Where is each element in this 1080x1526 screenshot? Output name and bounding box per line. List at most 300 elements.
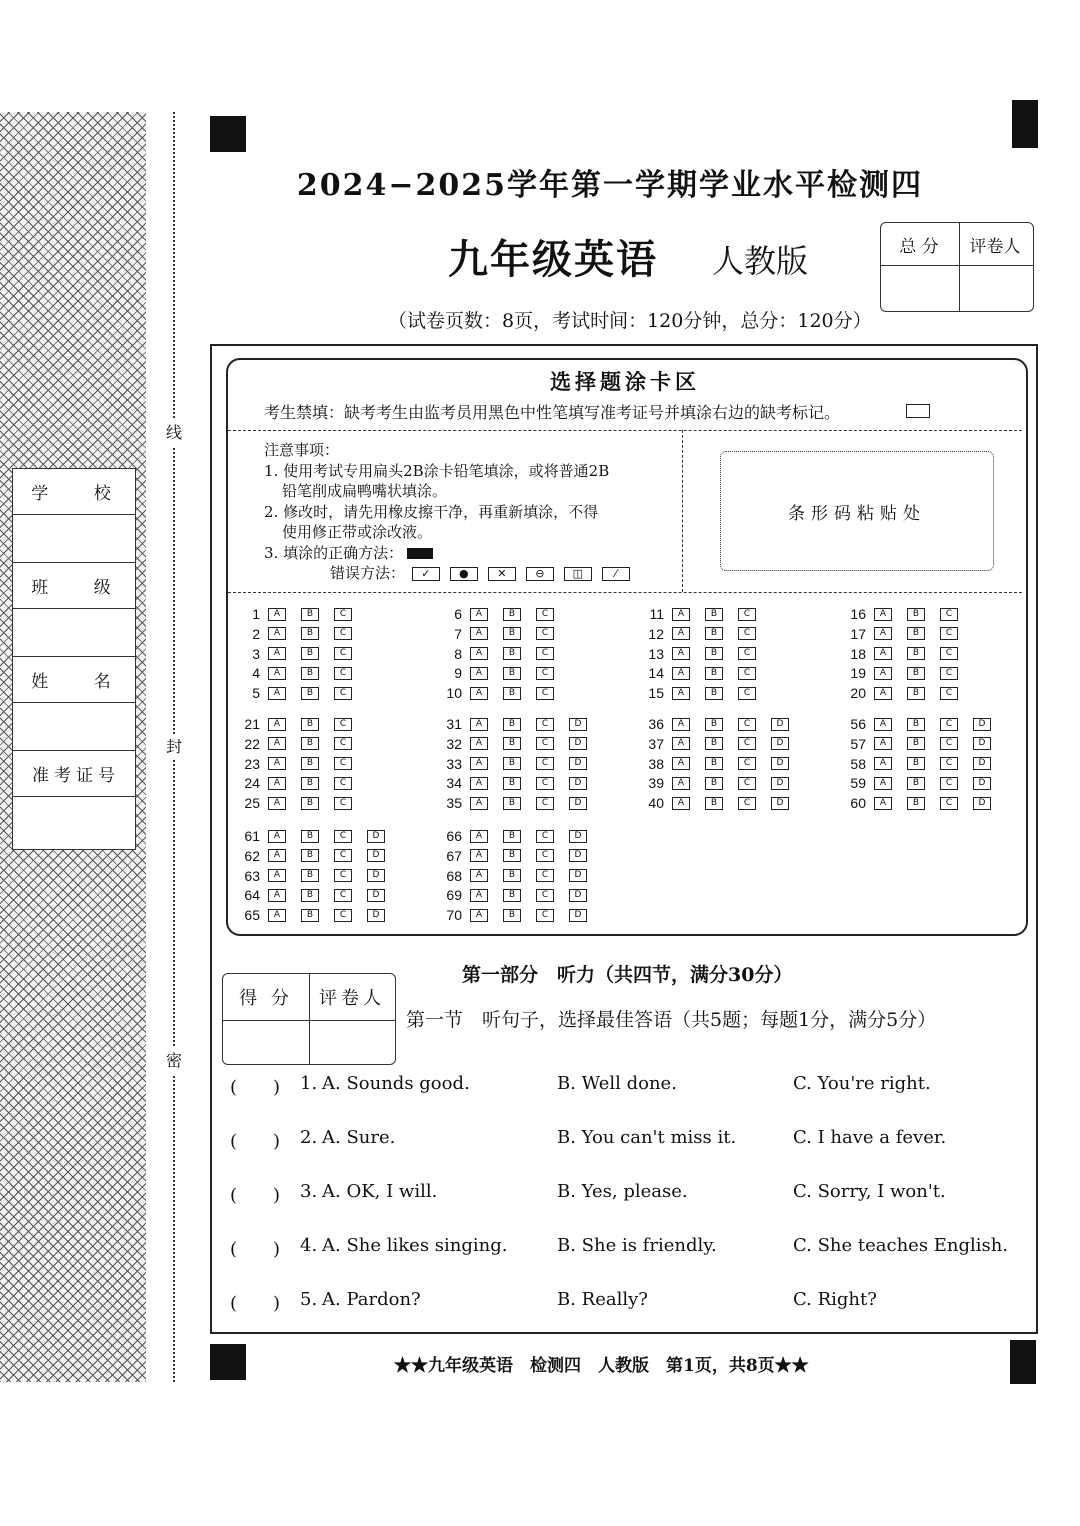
registration-mark-bottom-left (210, 1344, 246, 1380)
bubble-option-b[interactable]: B (705, 687, 723, 700)
bubble-option-c[interactable]: C (334, 830, 352, 843)
bubble-question-number: 2 (252, 625, 260, 642)
bubble-option-b[interactable]: B (301, 718, 319, 731)
answer-blank[interactable]: ( ) (230, 1239, 281, 1260)
name-field[interactable] (13, 704, 135, 751)
bubble-option-a[interactable]: A (268, 889, 286, 902)
bubble-question-number: 35 (446, 795, 462, 812)
answer-blank[interactable]: ( ) (230, 1185, 281, 1206)
bubble-option-d[interactable]: D (973, 777, 991, 790)
bubble-option-b[interactable]: B (907, 757, 925, 770)
bubble-option-a[interactable]: A (874, 608, 892, 621)
bubble-option-c[interactable]: C (334, 849, 352, 862)
bubble-option-c[interactable]: C (738, 757, 756, 770)
answer-card-title: 选择题涂卡区 (550, 369, 700, 394)
bubble-question-number: 5 (252, 685, 260, 702)
bubble-row (842, 714, 1006, 734)
bubble-option-c[interactable]: C (334, 608, 352, 621)
note-line: 铅笔削成扁鸭嘴状填涂。 (282, 482, 448, 500)
bubble-option-b[interactable]: B (907, 687, 925, 700)
bubble-option-b[interactable]: B (503, 830, 521, 843)
bubble-option-b[interactable]: B (705, 627, 723, 640)
notes-title: 注意事项： (264, 441, 340, 459)
bubble-row (640, 773, 804, 793)
section-grader-box (222, 973, 396, 1065)
bubble-option-b[interactable]: B (301, 909, 319, 922)
bubble-question-number: 1 (252, 606, 260, 622)
bubble-row (640, 683, 771, 703)
bubble-option-b[interactable]: B (705, 608, 723, 621)
bubble-row (236, 663, 367, 683)
option-b: B. She is friendly. (557, 1235, 717, 1256)
bubble-option-c[interactable]: C (536, 797, 554, 810)
bubble-row (640, 754, 804, 774)
bubble-option-a[interactable]: A (470, 718, 488, 731)
bubble-row (236, 826, 400, 846)
bubble-question-number: 56 (850, 716, 866, 732)
registration-mark-bottom-right (1010, 1340, 1036, 1384)
bubble-option-d[interactable]: D (569, 849, 587, 862)
bubble-question-number: 60 (850, 795, 866, 812)
bubble-option-a[interactable]: A (470, 889, 488, 902)
bubble-option-a[interactable]: A (470, 627, 488, 640)
bubble-option-d[interactable]: D (569, 718, 587, 731)
bubble-option-b[interactable]: B (705, 737, 723, 750)
bubble-option-b[interactable]: B (705, 718, 723, 731)
bubble-option-c[interactable]: C (738, 608, 756, 621)
bubble-option-a[interactable]: A (470, 608, 488, 621)
bubble-option-a[interactable]: A (268, 909, 286, 922)
bubble-option-a[interactable]: A (672, 687, 690, 700)
bubble-option-b[interactable]: B (907, 627, 925, 640)
option-a: A. Sure. (322, 1127, 396, 1148)
bubble-option-b[interactable]: B (301, 830, 319, 843)
bubble-option-d[interactable]: D (771, 797, 789, 810)
bubble-option-c[interactable]: C (334, 869, 352, 882)
bubble-option-b[interactable]: B (907, 737, 925, 750)
bubble-option-c[interactable]: C (738, 647, 756, 660)
bubble-option-b[interactable]: B (907, 667, 925, 680)
school-label: 学 校 (13, 469, 135, 515)
bubble-option-a[interactable]: A (470, 757, 488, 770)
bubble-option-c[interactable]: C (334, 627, 352, 640)
bubble-question-number: 4 (252, 665, 260, 682)
bubble-option-a[interactable]: A (268, 667, 286, 680)
question-number: 4. (300, 1235, 318, 1256)
bubble-row (438, 773, 602, 793)
bubble-option-b[interactable]: B (705, 777, 723, 790)
registration-mark-top-left (210, 116, 246, 152)
bubble-option-c[interactable]: C (738, 777, 756, 790)
bubble-option-c[interactable]: C (536, 687, 554, 700)
bubble-question-number: 3 (252, 645, 260, 662)
bubble-option-c[interactable]: C (940, 608, 958, 621)
bubble-option-a[interactable]: A (268, 718, 286, 731)
correct-fill-sample (407, 548, 433, 559)
bubble-row (236, 714, 367, 734)
bubble-question-number: 15 (648, 685, 664, 702)
bubble-option-a[interactable]: A (874, 687, 892, 700)
section-one-title: 第一节 听句子，选择最佳答语（共5题；每题1分，满分5分） (406, 1009, 937, 1031)
bubble-option-a[interactable]: A (874, 667, 892, 680)
bubble-option-a[interactable]: A (672, 797, 690, 810)
bubble-option-d[interactable]: D (367, 849, 385, 862)
bubble-option-b[interactable]: B (503, 757, 521, 770)
bubble-option-c[interactable]: C (536, 627, 554, 640)
total-score-box (880, 222, 1034, 312)
bubble-option-a[interactable]: A (470, 869, 488, 882)
bubble-question-number: 18 (850, 645, 866, 662)
bubble-row (236, 754, 367, 774)
bubble-option-d[interactable]: D (569, 797, 587, 810)
bubble-option-a[interactable]: A (470, 909, 488, 922)
bubble-option-a[interactable]: A (874, 737, 892, 750)
bubble-option-b[interactable]: B (301, 849, 319, 862)
option-c: C. She teaches English. (793, 1235, 1009, 1256)
bubble-question-number: 37 (648, 735, 664, 752)
bubble-row (640, 734, 804, 754)
bubble-option-a[interactable]: A (672, 737, 690, 750)
bubble-option-c[interactable]: C (940, 737, 958, 750)
bubble-question-number: 23 (244, 755, 260, 772)
bubble-option-d[interactable]: D (973, 718, 991, 731)
bubble-option-c[interactable]: C (536, 889, 554, 902)
bubble-option-d[interactable]: D (367, 830, 385, 843)
answer-blank[interactable]: ( ) (230, 1077, 281, 1098)
bubble-row (438, 866, 602, 886)
bubble-option-c[interactable]: C (940, 667, 958, 680)
bubble-option-a[interactable]: A (672, 718, 690, 731)
bubble-option-b[interactable]: B (705, 647, 723, 660)
bubble-option-b[interactable]: B (503, 849, 521, 862)
bubble-option-a[interactable]: A (268, 608, 286, 621)
bubble-option-a[interactable]: A (874, 797, 892, 810)
question-number: 3. (300, 1181, 318, 1202)
bubble-question-number: 10 (446, 685, 462, 702)
exam-subtitle: 九年级英语 (448, 236, 658, 283)
school-field[interactable] (13, 516, 135, 563)
wrong-mark-bars: ◫ (564, 567, 592, 581)
bubble-option-b[interactable]: B (907, 608, 925, 621)
bubble-option-d[interactable]: D (367, 889, 385, 902)
bubble-question-number: 70 (446, 907, 462, 924)
bubble-option-b[interactable]: B (907, 797, 925, 810)
bubble-row (236, 793, 367, 813)
bubble-option-a[interactable]: A (470, 667, 488, 680)
bubble-option-a[interactable]: A (268, 777, 286, 790)
bubble-row (236, 846, 400, 866)
question-row (230, 1289, 1010, 1319)
bubble-row (236, 905, 400, 925)
bubble-row (438, 714, 602, 734)
bubble-option-c[interactable]: C (334, 687, 352, 700)
bubble-option-c[interactable]: C (536, 830, 554, 843)
exam-title: 2024−2025学年第一学期学业水平检测四 (296, 168, 924, 203)
bubble-question-number: 16 (850, 606, 866, 622)
bubble-option-a[interactable]: A (268, 797, 286, 810)
bubble-option-c[interactable]: C (536, 608, 554, 621)
bubble-option-c[interactable]: C (536, 849, 554, 862)
bubble-row (438, 885, 602, 905)
bubble-question-number: 36 (648, 716, 664, 732)
bubble-question-number: 66 (446, 828, 462, 844)
bubble-row (236, 624, 367, 644)
bubble-row (438, 793, 602, 813)
bubble-question-number: 14 (648, 665, 664, 682)
bubble-option-c[interactable]: C (738, 737, 756, 750)
bubble-option-a[interactable]: A (268, 687, 286, 700)
bubble-option-a[interactable]: A (470, 849, 488, 862)
bubble-option-c[interactable]: C (738, 797, 756, 810)
bubble-option-d[interactable]: D (569, 869, 587, 882)
option-c: C. You're right. (793, 1073, 931, 1094)
bubble-option-c[interactable]: C (536, 737, 554, 750)
bubble-question-number: 61 (244, 828, 260, 844)
bubble-question-number: 33 (446, 755, 462, 772)
bubble-option-a[interactable]: A (672, 757, 690, 770)
bubble-question-number: 22 (244, 735, 260, 752)
option-b: B. Well done. (557, 1073, 677, 1094)
bubble-row (236, 885, 400, 905)
bubble-option-c[interactable]: C (940, 647, 958, 660)
bubble-option-b[interactable]: B (503, 909, 521, 922)
bubble-option-b[interactable]: B (301, 797, 319, 810)
bubble-option-b[interactable]: B (301, 667, 319, 680)
bubble-option-d[interactable]: D (569, 737, 587, 750)
bubble-option-b[interactable]: B (503, 687, 521, 700)
wrong-mark-dot: ● (450, 567, 478, 581)
bubble-option-b[interactable]: B (301, 869, 319, 882)
bubble-question-number: 13 (648, 645, 664, 662)
bubble-option-b[interactable]: B (705, 797, 723, 810)
bubble-question-number: 7 (454, 625, 462, 642)
class-label: 班 级 (13, 563, 135, 609)
bubble-option-c[interactable]: C (940, 627, 958, 640)
bubble-option-a[interactable]: A (874, 777, 892, 790)
bubble-option-a[interactable]: A (470, 777, 488, 790)
bubble-row (438, 734, 602, 754)
option-a: A. OK, I will. (322, 1181, 438, 1202)
bubble-row (640, 624, 771, 644)
bubble-question-number: 24 (244, 775, 260, 792)
bubble-option-c[interactable]: C (536, 869, 554, 882)
bubble-option-c[interactable]: C (738, 718, 756, 731)
bubble-option-d[interactable]: D (569, 830, 587, 843)
bubble-option-a[interactable]: A (268, 757, 286, 770)
bubble-option-a[interactable]: A (470, 647, 488, 660)
bubble-row (842, 793, 1006, 813)
bubble-option-c[interactable]: C (536, 757, 554, 770)
note-line: 2. 修改时，请先用橡皮擦干净，再重新填涂，不得 (264, 502, 599, 521)
bubble-option-b[interactable]: B (907, 718, 925, 731)
bubble-question-number: 65 (244, 907, 260, 924)
bubble-option-a[interactable]: A (672, 647, 690, 660)
class-field[interactable] (13, 610, 135, 657)
bubble-option-a[interactable]: A (874, 718, 892, 731)
bubble-option-c[interactable]: C (536, 777, 554, 790)
bubble-option-b[interactable]: B (705, 757, 723, 770)
option-a: A. She likes singing. (322, 1235, 508, 1256)
bubble-option-b[interactable]: B (503, 647, 521, 660)
bubble-option-d[interactable]: D (569, 909, 587, 922)
bubble-option-a[interactable]: A (672, 667, 690, 680)
bubble-option-c[interactable]: C (738, 667, 756, 680)
bubble-option-b[interactable]: B (503, 627, 521, 640)
bubble-option-d[interactable]: D (771, 737, 789, 750)
bubble-option-b[interactable]: B (301, 647, 319, 660)
notes (264, 440, 630, 584)
bubble-row (640, 604, 771, 624)
bubble-option-b[interactable]: B (301, 777, 319, 790)
bubble-option-b[interactable]: B (301, 889, 319, 902)
bubble-option-c[interactable]: C (536, 718, 554, 731)
note-line: 3. 填涂的正确方法： (264, 543, 404, 562)
bubble-option-a[interactable]: A (874, 647, 892, 660)
bubble-option-a[interactable]: A (672, 608, 690, 621)
bubble-question-number: 12 (648, 625, 664, 642)
bubble-row (842, 683, 973, 703)
bubble-question-number: 59 (850, 775, 866, 792)
bubble-question-number: 20 (850, 685, 866, 702)
bubble-option-d[interactable]: D (973, 737, 991, 750)
bubble-option-c[interactable]: C (334, 667, 352, 680)
bubble-question-number: 58 (850, 755, 866, 772)
answer-blank[interactable]: ( ) (230, 1293, 281, 1314)
bubble-row (438, 846, 602, 866)
absent-mark-box[interactable] (906, 404, 930, 418)
bubble-option-b[interactable]: B (503, 718, 521, 731)
bubble-option-b[interactable]: B (503, 667, 521, 680)
bubble-option-a[interactable]: A (268, 627, 286, 640)
bubble-option-c[interactable]: C (334, 737, 352, 750)
bubble-option-b[interactable]: B (705, 667, 723, 680)
bubble-option-d[interactable]: D (569, 757, 587, 770)
exam-id-field[interactable] (13, 798, 135, 844)
bubble-option-c[interactable]: C (940, 777, 958, 790)
bubble-option-d[interactable]: D (771, 777, 789, 790)
bubble-row (438, 683, 569, 703)
bubble-option-b[interactable]: B (503, 889, 521, 902)
part-one-title: 第一部分 听力（共四节，满分30分） (462, 964, 793, 986)
bubble-option-b[interactable]: B (503, 608, 521, 621)
bubble-option-a[interactable]: A (672, 777, 690, 790)
bubble-option-c[interactable]: C (940, 718, 958, 731)
bubble-option-c[interactable]: C (940, 797, 958, 810)
bubble-option-b[interactable]: B (503, 869, 521, 882)
wrong-mark-slash: ⁄ (602, 567, 630, 581)
bubble-option-a[interactable]: A (470, 737, 488, 750)
bubble-row (438, 663, 569, 683)
bubble-option-b[interactable]: B (301, 687, 319, 700)
bubble-option-d[interactable]: D (367, 869, 385, 882)
bubble-option-b[interactable]: B (503, 737, 521, 750)
bubble-question-number: 40 (648, 795, 664, 812)
bubble-option-c[interactable]: C (738, 687, 756, 700)
question-number: 5. (300, 1289, 318, 1310)
bubble-option-d[interactable]: D (771, 718, 789, 731)
bubble-option-c[interactable]: C (536, 909, 554, 922)
bubble-option-b[interactable]: B (503, 797, 521, 810)
bubble-option-a[interactable]: A (268, 830, 286, 843)
bubble-option-a[interactable]: A (470, 687, 488, 700)
bubble-option-d[interactable]: D (569, 889, 587, 902)
bubble-option-b[interactable]: B (907, 647, 925, 660)
bubble-row (842, 644, 973, 664)
seal-char-xian: 线 (162, 420, 186, 446)
bubble-option-c[interactable]: C (940, 687, 958, 700)
answer-blank[interactable]: ( ) (230, 1131, 281, 1152)
bubble-option-c[interactable]: C (334, 777, 352, 790)
option-b: B. Yes, please. (557, 1181, 688, 1202)
bubble-question-number: 19 (850, 665, 866, 682)
bubble-option-a[interactable]: A (874, 627, 892, 640)
bubble-row (640, 714, 804, 734)
bubble-option-b[interactable]: B (301, 608, 319, 621)
bubble-option-b[interactable]: B (301, 757, 319, 770)
option-c: C. Sorry, I won't. (793, 1181, 946, 1202)
bubble-option-a[interactable]: A (268, 647, 286, 660)
bubble-question-number: 39 (648, 775, 664, 792)
bubble-option-b[interactable]: B (503, 777, 521, 790)
bubble-row (842, 773, 1006, 793)
bubble-option-d[interactable]: D (367, 909, 385, 922)
bubble-row (438, 905, 602, 925)
option-b: B. You can't miss it. (557, 1127, 737, 1148)
absent-notice: 考生禁填：缺考考生由监考员用黑色中性笔填写准考证号并填涂右边的缺考标记。 (264, 403, 841, 422)
bubble-question-number: 67 (446, 847, 462, 864)
barcode-area: 条形码粘贴处 (720, 451, 994, 571)
bubble-option-a[interactable]: A (268, 849, 286, 862)
bubble-option-d[interactable]: D (973, 797, 991, 810)
bubble-option-d[interactable]: D (771, 757, 789, 770)
bubble-question-number: 25 (244, 795, 260, 812)
bubble-row (236, 683, 367, 703)
bubble-option-d[interactable]: D (973, 757, 991, 770)
question-number: 2. (300, 1127, 318, 1148)
bubble-option-c[interactable]: C (738, 627, 756, 640)
bubble-option-a[interactable]: A (268, 737, 286, 750)
bubble-option-c[interactable]: C (536, 647, 554, 660)
bubble-option-d[interactable]: D (569, 777, 587, 790)
bubble-question-number: 69 (446, 887, 462, 904)
bubble-option-a[interactable]: A (268, 869, 286, 882)
question-number: 1. (300, 1073, 318, 1094)
bubble-option-a[interactable]: A (874, 757, 892, 770)
bubble-option-b[interactable]: B (907, 777, 925, 790)
note-line: 使用修正带或涂改液。 (282, 523, 433, 541)
bubble-option-c[interactable]: C (334, 797, 352, 810)
bubble-option-c[interactable]: C (536, 667, 554, 680)
bubble-option-c[interactable]: C (334, 757, 352, 770)
option-a: A. Pardon? (322, 1289, 421, 1310)
seal-char-feng: 封 (162, 734, 186, 760)
bubble-question-number: 68 (446, 867, 462, 884)
bubble-option-b[interactable]: B (301, 627, 319, 640)
bubble-option-c[interactable]: C (334, 647, 352, 660)
bubble-option-b[interactable]: B (301, 737, 319, 750)
option-c: C. Right? (793, 1289, 877, 1310)
bubble-option-c[interactable]: C (334, 889, 352, 902)
bubble-option-a[interactable]: A (470, 830, 488, 843)
seal-char-mi: 密 (162, 1048, 186, 1074)
bubble-option-a[interactable]: A (470, 797, 488, 810)
bubble-option-c[interactable]: C (334, 909, 352, 922)
bubble-option-a[interactable]: A (672, 627, 690, 640)
bubble-option-c[interactable]: C (334, 718, 352, 731)
bubble-row (236, 773, 367, 793)
bubble-row (438, 754, 602, 774)
bubble-option-c[interactable]: C (940, 757, 958, 770)
